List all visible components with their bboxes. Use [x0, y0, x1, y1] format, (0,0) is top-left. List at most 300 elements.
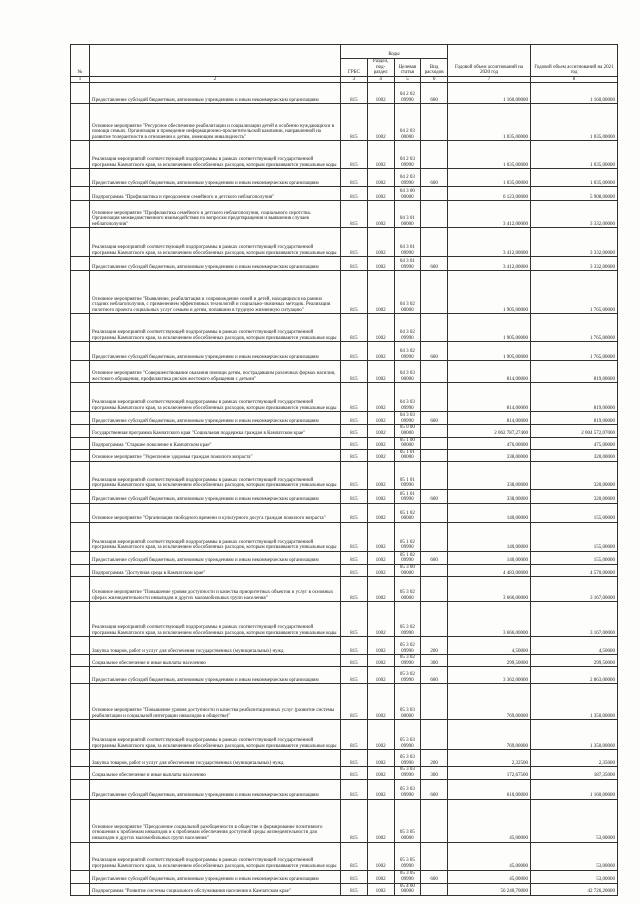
amount-2021-cell: 320,00000: [531, 489, 618, 503]
item-name-cell: Предоставление субсидий бюджетным, автономным учреждениям и иным некоммерческим организациям: [90, 667, 341, 684]
row-number-cell: [71, 449, 90, 461]
section-cell: 1002: [367, 83, 394, 104]
section-cell: 1002: [367, 720, 394, 750]
expense-type-cell: [421, 684, 448, 720]
expense-type-cell: [421, 564, 448, 576]
row-number-cell: [71, 271, 90, 314]
expense-type-cell: 600: [421, 870, 448, 883]
target-article-cell: 04 3 03 00000: [394, 361, 421, 383]
table-row: [71, 577, 618, 602]
item-name-cell: Реализация мероприятий соответствующей подпрограммы в рамках соответствующей государственной программы Камчатского края, за исключением обособленных расходов, которым присваиваются уникальные коды: [90, 522, 341, 551]
amount-2020-cell: 1 035,00000: [448, 104, 531, 141]
amount-2020-cell: 1 035,00000: [448, 169, 531, 187]
table-row: [71, 449, 618, 461]
table-row: [71, 141, 618, 169]
target-article-cell: 04 2 03 09990: [394, 169, 421, 187]
row-number-cell: [71, 564, 90, 576]
target-article-cell: 05 3 05 00000: [394, 799, 421, 842]
table-header: [71, 45, 618, 83]
amount-2021-cell: 187,35000: [531, 767, 618, 779]
item-name-cell: Основное мероприятие "Выявление, реабилитация и сопровождение семей и детей, находящихся на ранних стадиях неблагополучия, с применением эффективных технологий и социально-значимых методик. Реализация пилотного проекта социальных услуг семьям и детям, попавшим в трудную жизненную ситуацию": [90, 271, 341, 314]
target-article-cell: 05 0 00 00000: [394, 425, 421, 437]
amount-2021-cell: 4 570,00000: [531, 564, 618, 576]
row-number-cell: [71, 104, 90, 141]
amount-2020-cell: 769,00000: [448, 720, 531, 750]
item-name-cell: Основное мероприятие "Укрепление здоровья граждан пожилого возраста": [90, 449, 341, 461]
grbs-cell: 815: [341, 257, 368, 271]
amount-2020-cell: 1 905,00000: [448, 314, 531, 342]
amount-2021-cell: 1 035,00000: [531, 169, 618, 187]
item-name-cell: Предоставление субсидий бюджетным, автономным учреждениям и иным некоммерческим организациям: [90, 551, 341, 564]
amount-2020-cell: 299,50000: [448, 655, 531, 667]
expense-type-cell: [421, 187, 448, 201]
amount-2021-cell: 1 350,00000: [531, 684, 618, 720]
grbs-cell: 815: [341, 564, 368, 576]
table-row: [71, 551, 618, 564]
header-target-article: Целевая статья: [394, 59, 421, 77]
amount-2021-cell: 3 167,00000: [531, 577, 618, 602]
expense-type-cell: [421, 449, 448, 461]
target-article-cell: 05 3 03 09990: [394, 750, 421, 767]
grbs-cell: 815: [341, 104, 368, 141]
grbs-cell: 815: [341, 551, 368, 564]
row-number-cell: [71, 201, 90, 228]
table-row: [71, 489, 618, 503]
amount-2021-cell: 1 765,00000: [531, 314, 618, 342]
grbs-cell: 815: [341, 425, 368, 437]
grbs-cell: 815: [341, 750, 368, 767]
colnum: 6: [421, 76, 448, 83]
row-number-cell: [71, 228, 90, 257]
target-article-cell: 05 1 02 09990: [394, 551, 421, 564]
item-name-cell: Реализация мероприятий соответствующей подпрограммы в рамках соответствующей государственной программы Камчатского края, за исключением обособленных расходов, которым присваиваются уникальные коды: [90, 383, 341, 412]
section-cell: 1002: [367, 842, 394, 870]
item-name-cell: Предоставление субсидий бюджетным, автономным учреждениям и иным некоммерческим организациям: [90, 412, 341, 425]
target-article-cell: 04 3 01 00000: [394, 201, 421, 228]
table-row: [71, 870, 618, 883]
item-name-cell: Подпрограмма "Доступная среда в Камчатском крае": [90, 564, 341, 576]
amount-2021-cell: 1 765,00000: [531, 342, 618, 361]
target-article-cell: 05 3 02 09990: [394, 655, 421, 667]
grbs-cell: 815: [341, 383, 368, 412]
amount-2021-cell: 53,00000: [531, 870, 618, 883]
target-article-cell: 04 3 03 09990: [394, 383, 421, 412]
section-cell: 1002: [367, 799, 394, 842]
target-article-cell: 04 3 00 00000: [394, 187, 421, 201]
grbs-cell: 815: [341, 187, 368, 201]
target-article-cell: 04 2 02 09990: [394, 83, 421, 104]
row-number-cell: [71, 779, 90, 799]
target-article-cell: 05 3 02 09990: [394, 602, 421, 637]
expense-type-cell: [421, 461, 448, 489]
expense-type-cell: 600: [421, 257, 448, 271]
expense-type-cell: [421, 437, 448, 449]
table-row: [71, 314, 618, 342]
table-row: [71, 461, 618, 489]
item-name-cell: Подпрограмма "Старшее поколение в Камчатском крае": [90, 437, 341, 449]
table-row: [71, 83, 618, 104]
amount-2021-cell: 155,00000: [531, 551, 618, 564]
item-name-cell: Реализация мероприятий соответствующей подпрограммы в рамках соответствующей государственной программы Камчатского края, за исключением обособленных расходов, которым присваиваются уникальные коды: [90, 461, 341, 489]
target-article-cell: 05 1 01 09990: [394, 461, 421, 489]
amount-2020-cell: 6 123,00000: [448, 187, 531, 201]
amount-2021-cell: 1 160,00000: [531, 779, 618, 799]
grbs-cell: 815: [341, 577, 368, 602]
target-article-cell: 04 3 03 09990: [394, 412, 421, 425]
table-row: [71, 684, 618, 720]
row-number-cell: [71, 187, 90, 201]
item-name-cell: Основное мероприятие "Преодоление социальной разобщенности в обществе и формирование позитивного отношения к проблемам инвалидов и к проблемам обеспечения доступной среды жизнедеятельности для инвалидов и других маломобильных групп населения": [90, 799, 341, 842]
section-cell: 1002: [367, 883, 394, 895]
row-number-cell: [71, 83, 90, 104]
expense-type-cell: [421, 425, 448, 437]
amount-2021-cell: 320,00000: [531, 449, 618, 461]
amount-2021-cell: 1 160,00000: [531, 83, 618, 104]
header-year-2021: Годовой объем ассигнований на 2021 год: [531, 45, 618, 77]
table-row: [71, 425, 618, 437]
colnum: 7: [448, 76, 531, 83]
section-cell: 1002: [367, 667, 394, 684]
table-row: [71, 412, 618, 425]
row-number-cell: [71, 883, 90, 895]
amount-2020-cell: 476,00000: [448, 437, 531, 449]
row-number-cell: [71, 169, 90, 187]
table-row: [71, 342, 618, 361]
expense-type-cell: [421, 201, 448, 228]
amount-2021-cell: 819,00000: [531, 412, 618, 425]
amount-2020-cell: 338,00000: [448, 489, 531, 503]
row-number-cell: [71, 637, 90, 655]
item-name-cell: Основное мероприятие "Повышение уровня доступности и качества реабилитационных услуг (развитие системы реабилитации и социальной интеграции инвалидов в обществе)": [90, 684, 341, 720]
amount-2020-cell: 3 412,00000: [448, 201, 531, 228]
table-row: [71, 257, 618, 271]
row-number-cell: [71, 461, 90, 489]
row-number-cell: [71, 720, 90, 750]
target-article-cell: 04 2 03 00000: [394, 104, 421, 141]
section-cell: 1002: [367, 437, 394, 449]
amount-2020-cell: 1 905,00000: [448, 271, 531, 314]
target-article-cell: 04 3 02 09990: [394, 342, 421, 361]
amount-2020-cell: 140,00000: [448, 522, 531, 551]
target-article-cell: 05 1 00 00000: [394, 437, 421, 449]
table-row: [71, 271, 618, 314]
header-expense-type: Вид расходов: [421, 59, 448, 77]
target-article-cell: 04 3 02 00000: [394, 271, 421, 314]
header-section: Раздел, под-раздел: [367, 59, 394, 77]
grbs-cell: 815: [341, 361, 368, 383]
grbs-cell: 815: [341, 655, 368, 667]
section-cell: 1002: [367, 684, 394, 720]
amount-2020-cell: 140,00000: [448, 503, 531, 522]
section-cell: 1002: [367, 271, 394, 314]
amount-2020-cell: 45,00000: [448, 870, 531, 883]
grbs-cell: 815: [341, 314, 368, 342]
grbs-cell: 815: [341, 271, 368, 314]
amount-2020-cell: 3 412,00000: [448, 228, 531, 257]
amount-2020-cell: 3 666,00000: [448, 577, 531, 602]
amount-2021-cell: 2 004 572,07000: [531, 425, 618, 437]
expense-type-cell: 600: [421, 83, 448, 104]
grbs-cell: 815: [341, 503, 368, 522]
amount-2020-cell: 814,00000: [448, 383, 531, 412]
section-cell: 1002: [367, 361, 394, 383]
item-name-cell: Реализация мероприятий соответствующей подпрограммы в рамках соответствующей государственной программы Камчатского края, за исключением обособленных расходов, которым присваиваются уникальные коды: [90, 602, 341, 637]
grbs-cell: 815: [341, 684, 368, 720]
item-name-cell: Предоставление субсидий бюджетным, автономным учреждениям и иным некоммерческим организациям: [90, 83, 341, 104]
section-cell: 1002: [367, 602, 394, 637]
amount-2020-cell: 814,00000: [448, 412, 531, 425]
expense-type-cell: 600: [421, 489, 448, 503]
target-article-cell: 05 1 02 09990: [394, 522, 421, 551]
table-row: [71, 655, 618, 667]
amount-2020-cell: 814,00000: [448, 361, 531, 383]
target-article-cell: 04 3 01 09990: [394, 228, 421, 257]
colnum: 8: [531, 76, 618, 83]
expense-type-cell: [421, 522, 448, 551]
amount-2020-cell: 1 160,00000: [448, 83, 531, 104]
table-row: [71, 883, 618, 895]
row-number-cell: [71, 602, 90, 637]
table-row: [71, 228, 618, 257]
item-name-cell: Закупка товаров, работ и услуг для обеспечения государственных (муниципальных) нужд: [90, 750, 341, 767]
budget-table: [70, 44, 618, 896]
header-name: [90, 45, 341, 77]
item-name-cell: Социальное обеспечение и иные выплаты населению: [90, 655, 341, 667]
item-name-cell: Основное мероприятие "Повышение уровня доступности и качества приоритетных объектов и услуг в основных сферах жизнедеятельности инвалидов и других маломобильных групп населения": [90, 577, 341, 602]
grbs-cell: 815: [341, 489, 368, 503]
amount-2020-cell: 4,50000: [448, 637, 531, 655]
expense-type-cell: 600: [421, 169, 448, 187]
section-cell: 1002: [367, 577, 394, 602]
expense-type-cell: 600: [421, 412, 448, 425]
expense-type-cell: [421, 577, 448, 602]
amount-2020-cell: 4 483,00000: [448, 564, 531, 576]
table-row: [71, 667, 618, 684]
expense-type-cell: [421, 383, 448, 412]
section-cell: 1002: [367, 104, 394, 141]
row-number-cell: [71, 667, 90, 684]
target-article-cell: 05 3 05 09990: [394, 870, 421, 883]
grbs-cell: 815: [341, 342, 368, 361]
item-name-cell: Подпрограмма "Профилактика и преодоление семейного и детского неблагополучия": [90, 187, 341, 201]
table-row: [71, 361, 618, 383]
section-cell: 1002: [367, 314, 394, 342]
table-row: [71, 201, 618, 228]
item-name-cell: Основное мероприятие "Совершенствование оказания помощи детям, пострадавшим различных формах насилия, жестокого обращения, профилактика рисков жестокого обращения с детьми": [90, 361, 341, 383]
grbs-cell: 815: [341, 667, 368, 684]
table-row: [71, 503, 618, 522]
section-cell: 1002: [367, 141, 394, 169]
item-name-cell: Предоставление субсидий бюджетным, автономным учреждениям и иным некоммерческим организациям: [90, 342, 341, 361]
row-number-cell: [71, 842, 90, 870]
item-name-cell: Основное мероприятие "Организация свободного времени и культурного досуга граждан пожилого возраста": [90, 503, 341, 522]
amount-2020-cell: 3 362,00000: [448, 667, 531, 684]
row-number-cell: [71, 437, 90, 449]
table-row: [71, 637, 618, 655]
expense-type-cell: [421, 799, 448, 842]
section-cell: 1002: [367, 522, 394, 551]
row-number-cell: [71, 799, 90, 842]
section-cell: 1002: [367, 503, 394, 522]
item-name-cell: Предоставление субсидий бюджетным, автономным учреждениям и иным некоммерческим организациям: [90, 870, 341, 883]
section-cell: 1002: [367, 870, 394, 883]
amount-2020-cell: 338,00000: [448, 449, 531, 461]
section-cell: 1002: [367, 187, 394, 201]
section-cell: 1002: [367, 750, 394, 767]
amount-2020-cell: 45,00000: [448, 842, 531, 870]
amount-2021-cell: 320,00000: [531, 461, 618, 489]
expense-type-cell: [421, 602, 448, 637]
row-number-cell: [71, 655, 90, 667]
row-number-cell: [71, 412, 90, 425]
target-article-cell: 05 3 02 09990: [394, 637, 421, 655]
section-cell: 1002: [367, 412, 394, 425]
grbs-cell: 815: [341, 437, 368, 449]
grbs-cell: 815: [341, 412, 368, 425]
section-cell: 1002: [367, 425, 394, 437]
grbs-cell: 815: [341, 602, 368, 637]
grbs-cell: 815: [341, 720, 368, 750]
row-number-cell: [71, 361, 90, 383]
row-number-cell: [71, 551, 90, 564]
table-row: [71, 104, 618, 141]
row-number-cell: [71, 383, 90, 412]
item-name-cell: Реализация мероприятий соответствующей подпрограммы в рамках соответствующей государственной программы Камчатского края, за исключением обособленных расходов, которым присваиваются уникальные коды: [90, 842, 341, 870]
grbs-cell: 815: [341, 83, 368, 104]
expense-type-cell: [421, 720, 448, 750]
table-row: [71, 564, 618, 576]
item-name-cell: Реализация мероприятий соответствующей подпрограммы в рамках соответствующей государственной программы Камчатского края, за исключением обособленных расходов, которым присваиваются уникальные коды: [90, 228, 341, 257]
item-name-cell: Реализация мероприятий соответствующей подпрограммы в рамках соответствующей государственной программы Камчатского края, за исключением обособленных расходов, которым присваиваются уникальные коды: [90, 720, 341, 750]
expense-type-cell: [421, 883, 448, 895]
expense-type-cell: 200: [421, 637, 448, 655]
grbs-cell: 815: [341, 449, 368, 461]
target-article-cell: 05 3 03 00000: [394, 684, 421, 720]
amount-2021-cell: 2,35000: [531, 750, 618, 767]
item-name-cell: Предоставление субсидий бюджетным, автономным учреждениям и иным некоммерческим организациям: [90, 169, 341, 187]
header-number: №: [71, 45, 90, 77]
table-body: [71, 83, 618, 895]
amount-2020-cell: 140,00000: [448, 551, 531, 564]
colnum: 4: [367, 76, 394, 83]
amount-2020-cell: 338,00000: [448, 461, 531, 489]
row-number-cell: [71, 257, 90, 271]
expense-type-cell: [421, 503, 448, 522]
target-article-cell: 04 3 02 09990: [394, 314, 421, 342]
amount-2020-cell: 1 905,00000: [448, 342, 531, 361]
row-number-cell: [71, 314, 90, 342]
table-row: [71, 750, 618, 767]
amount-2020-cell: 769,00000: [448, 684, 531, 720]
colnum: 5: [394, 76, 421, 83]
amount-2021-cell: 2 863,00000: [531, 667, 618, 684]
section-cell: 1002: [367, 383, 394, 412]
table-row: [71, 720, 618, 750]
colnum: 3: [341, 76, 368, 83]
amount-2021-cell: 819,00000: [531, 361, 618, 383]
section-cell: 1002: [367, 564, 394, 576]
table-row: [71, 522, 618, 551]
grbs-cell: 815: [341, 201, 368, 228]
section-cell: 1002: [367, 449, 394, 461]
target-article-cell: 04 2 03 09990: [394, 141, 421, 169]
amount-2021-cell: 53,00000: [531, 842, 618, 870]
expense-type-cell: [421, 104, 448, 141]
expense-type-cell: 600: [421, 779, 448, 799]
grbs-cell: 815: [341, 883, 368, 895]
amount-2021-cell: 155,00000: [531, 522, 618, 551]
amount-2020-cell: 56 240,70000: [448, 883, 531, 895]
item-name-cell: Реализация мероприятий соответствующей подпрограммы в рамках соответствующей государственной программы Камчатского края, за исключением обособленных расходов, которым присваиваются уникальные коды: [90, 141, 341, 169]
row-number-cell: [71, 767, 90, 779]
amount-2020-cell: 610,00000: [448, 779, 531, 799]
amount-2021-cell: 5 908,00000: [531, 187, 618, 201]
target-article-cell: 05 1 02 00000: [394, 503, 421, 522]
section-cell: 1002: [367, 169, 394, 187]
target-article-cell: 05 3 02 00000: [394, 577, 421, 602]
grbs-cell: 815: [341, 870, 368, 883]
item-name-cell: Реализация мероприятий соответствующей подпрограммы в рамках соответствующей государственной программы Камчатского края, за исключением обособленных расходов, которым присваиваются уникальные коды: [90, 314, 341, 342]
column-numbers-row: [71, 76, 618, 83]
amount-2020-cell: 172,67500: [448, 767, 531, 779]
expense-type-cell: [421, 314, 448, 342]
amount-2020-cell: 2 062 787,27400: [448, 425, 531, 437]
section-cell: 1002: [367, 489, 394, 503]
row-number-cell: [71, 489, 90, 503]
item-name-cell: Социальное обеспечение и иные выплаты населению: [90, 767, 341, 779]
row-number-cell: [71, 503, 90, 522]
amount-2020-cell: 3 666,00000: [448, 602, 531, 637]
row-number-cell: [71, 577, 90, 602]
target-article-cell: 05 3 03 09990: [394, 779, 421, 799]
table-row: [71, 437, 618, 449]
row-number-cell: [71, 750, 90, 767]
grbs-cell: 815: [341, 779, 368, 799]
table-row: [71, 779, 618, 799]
expense-type-cell: 600: [421, 667, 448, 684]
grbs-cell: 815: [341, 842, 368, 870]
grbs-cell: 815: [341, 799, 368, 842]
target-article-cell: 04 3 01 09990: [394, 257, 421, 271]
amount-2021-cell: 53,00000: [531, 799, 618, 842]
expense-type-cell: 200: [421, 750, 448, 767]
amount-2021-cell: 155,00000: [531, 503, 618, 522]
amount-2021-cell: 1 765,00000: [531, 271, 618, 314]
expense-type-cell: 600: [421, 342, 448, 361]
expense-type-cell: [421, 361, 448, 383]
expense-type-cell: [421, 271, 448, 314]
row-number-cell: [71, 684, 90, 720]
target-article-cell: 05 3 00 00000: [394, 564, 421, 576]
table-row: [71, 169, 618, 187]
target-article-cell: 05 3 05 09990: [394, 842, 421, 870]
section-cell: 1002: [367, 637, 394, 655]
table-row: [71, 799, 618, 842]
section-cell: 1002: [367, 342, 394, 361]
grbs-cell: 815: [341, 637, 368, 655]
item-name-cell: Основное мероприятие "Профилактика семейного и детского неблагополучия, социального сиротства. Организация межведомственного взаимодействия по вопросам предотвращения и выявления случаев неблагополучия": [90, 201, 341, 228]
target-article-cell: 05 3 03 09990: [394, 767, 421, 779]
item-name-cell: Государственная программа Камчатского края "Социальная поддержка граждан в Камчатском крае": [90, 425, 341, 437]
row-number-cell: [71, 342, 90, 361]
amount-2021-cell: 42 726,20000: [531, 883, 618, 895]
amount-2021-cell: 3 332,00000: [531, 257, 618, 271]
expense-type-cell: 300: [421, 655, 448, 667]
amount-2021-cell: 3 167,00000: [531, 602, 618, 637]
item-name-cell: Основное мероприятие "Ресурсное обеспечение реабилитации и социализации детей в особенно нуждающихся в помощи семьях. Организация и проведение информационно-просветительской кампании, направленной на развитие толерантности в отношении к детям, имеющим инвалидность": [90, 104, 341, 141]
table-row: [71, 767, 618, 779]
expense-type-cell: 300: [421, 767, 448, 779]
